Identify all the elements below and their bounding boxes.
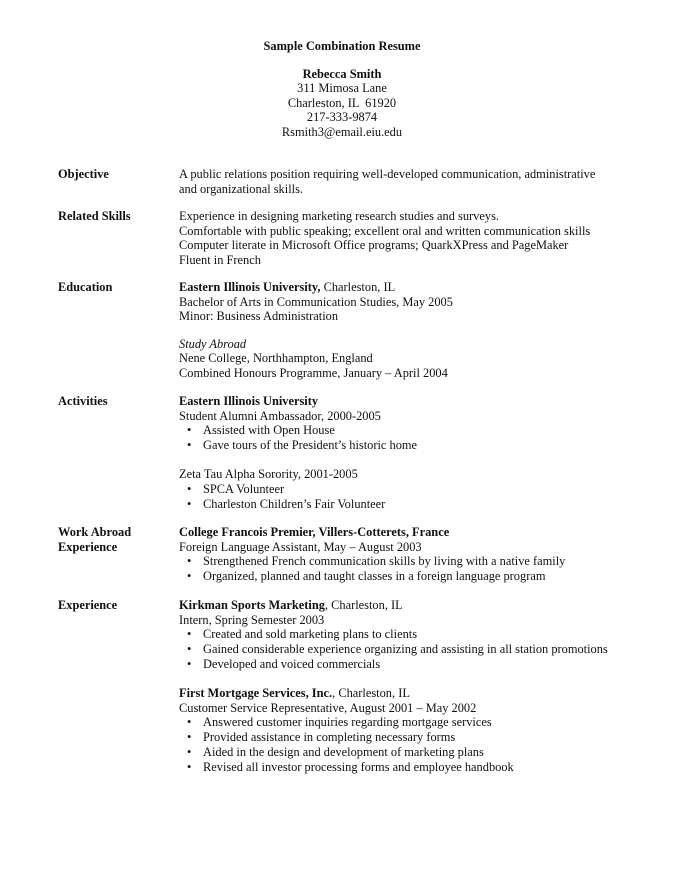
- email-address: Rsmith3@email.eiu.edu: [281, 124, 403, 139]
- study-abroad-label: Study Abroad: [179, 336, 247, 351]
- street-address: 311 Mimosa Lane: [297, 81, 387, 96]
- skills-content: [179, 209, 629, 267]
- objective-label: Objective: [58, 167, 109, 181]
- school-line: [179, 280, 629, 295]
- bullet-item: • Aided in the design and development of marketing plans: [179, 745, 629, 760]
- abroad-school: Nene College, Northhampton, England: [179, 351, 373, 366]
- skill-line: Experience in designing marketing research studies and surveys.: [179, 209, 499, 223]
- contact-header: [0, 67, 684, 139]
- activity-bullets: [179, 423, 629, 453]
- job-heading: [179, 686, 629, 701]
- activities-content: [179, 394, 629, 512]
- job-bullets: [179, 715, 629, 775]
- page-title: Sample Combination Resume: [263, 39, 421, 53]
- bullet-item: • Gave tours of the President’s historic home: [179, 438, 629, 453]
- bullet-item: • Revised all investor processing forms and employee handbook: [179, 760, 629, 775]
- job-bullets: [179, 627, 629, 672]
- bullet-item: • Created and sold marketing plans to clients: [179, 627, 629, 642]
- bullet-item: • Strengthened French communication skills by living with a native family: [179, 554, 629, 569]
- school-name: Eastern Illinois University,: [179, 280, 321, 294]
- bullet-item: • Assisted with Open House: [179, 423, 629, 438]
- skill-line: Computer literate in Microsoft Office programs; QuarkXPress and PageMaker: [179, 238, 569, 253]
- bullet-item: • Answered customer inquiries regarding mortgage services: [179, 715, 629, 730]
- activity-org: Zeta Tau Alpha Sorority, 2001-2005: [179, 467, 358, 482]
- bullet-item: • Gained considerable experience organizing and assisting in all station promotions: [179, 642, 629, 657]
- education-label: Education: [58, 280, 113, 294]
- objective-content: [179, 167, 629, 196]
- minor: Minor: Business Administration: [179, 309, 339, 324]
- activity-role: Student Alumni Ambassador, 2000-2005: [179, 408, 381, 423]
- bullet-item: • Organized, planned and taught classes in a foreign language program: [179, 569, 629, 584]
- work-abroad-org: College Francois Premier, Villers-Cotterets, France: [179, 525, 450, 539]
- bullet-item: • Charleston Children’s Fair Volunteer: [179, 497, 629, 512]
- city-state-zip: Charleston, IL 61920: [287, 95, 397, 110]
- work-abroad-bullets: [179, 554, 629, 584]
- bullet-item: • Provided assistance in completing necessary forms: [179, 730, 629, 745]
- job-role: Intern, Spring Semester 2003: [179, 612, 325, 627]
- experience-content: [179, 598, 629, 775]
- job-heading: [179, 598, 629, 613]
- abroad-program: Combined Honours Programme, January – April 2004: [179, 365, 448, 380]
- work-abroad-role: Foreign Language Assistant, May – August 2003: [179, 539, 422, 554]
- applicant-name: Rebecca Smith: [302, 67, 382, 81]
- job-location: , Charleston, IL: [324, 598, 403, 612]
- work-abroad-label: [58, 525, 168, 554]
- objective-line: A public relations position requiring well-developed communication, administrative: [179, 167, 596, 181]
- activity-bullets: [179, 482, 629, 512]
- work-abroad-label-line: Work Abroad: [58, 525, 132, 539]
- activity-org: Eastern Illinois University: [179, 394, 319, 408]
- activities-label: Activities: [58, 394, 108, 408]
- skills-label: Related Skills: [58, 209, 131, 223]
- work-abroad-label-line: Experience: [58, 539, 118, 554]
- job-location: , Charleston, IL: [332, 686, 410, 701]
- school-location: Charleston, IL: [320, 280, 396, 294]
- objective-line: and organizational skills.: [179, 181, 303, 196]
- bullet-item: • SPCA Volunteer: [179, 482, 629, 497]
- work-abroad-content: [179, 525, 629, 584]
- skill-line: Fluent in French: [179, 252, 261, 267]
- experience-label: Experience: [58, 598, 118, 612]
- phone-number: 217-333-9874: [306, 110, 378, 125]
- job-org: Kirkman Sports Marketing: [179, 598, 325, 612]
- job-role: Customer Service Representative, August 2001 – May 2002: [179, 700, 477, 715]
- job-org: First Mortgage Services, Inc.: [179, 686, 333, 701]
- degree: Bachelor of Arts in Communication Studies, May 2005: [179, 294, 453, 309]
- skill-line: Comfortable with public speaking; excellent oral and written communication skills: [179, 223, 591, 238]
- education-content: [179, 280, 629, 381]
- bullet-item: • Developed and voiced commercials: [179, 657, 629, 672]
